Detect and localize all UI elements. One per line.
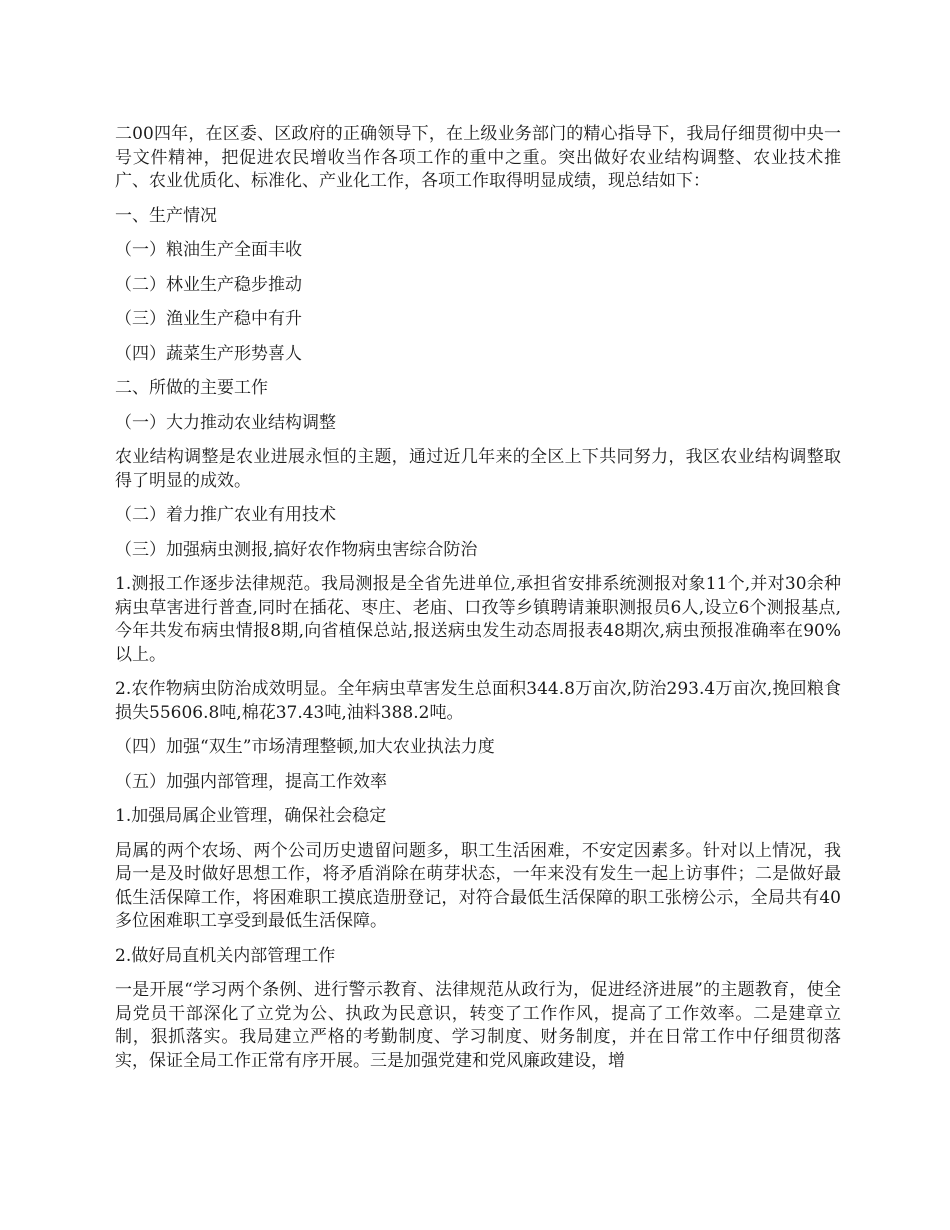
body-paragraph: 1.测报工作逐步法律规范。我局测报是全省先进单位,承担省安排系统测报对象11个,并对30余种病虫草害进行普查,同时在插花、枣庄、老庙、口孜等乡镇聘请兼职测报员6人,设立6个测报基点,今年共发布病虫情报8期,向省植保总站,报送病虫发生动态周报表48期次,病虫预报准确率在90%以上。 — [115, 574, 841, 665]
section-heading: （三）加强病虫测报,搞好农作物病虫害综合防治 — [115, 539, 478, 560]
body-paragraph: 一是开展“学习两个条例、进行警示教育、法律规范从政行为，促进经济进展”的主题教育，使全局党员干部深化了立党为公、执政为民意识，转变了工作作风，提高了工作效率。二是建章立制，狠抓落实。我局建立严格的考勤制度、学习制度、财务制度，并在日常工作中仔细贯彻落实，保证全局工作正常有序开展。三是加强党建和党风廉政建设，增 — [115, 980, 841, 1071]
section-heading: （四）加强“双生”市场清理整顿,加大农业执法力度 — [115, 737, 495, 757]
section-heading: （五）加强内部管理，提高工作效率 — [115, 771, 387, 792]
body-paragraph: 局属的两个农场、两个公司历史遗留问题多，职工生活困难，不安定因素多。针对以上情况，我局一是及时做好思想工作，将矛盾消除在萌芽状态，一年来没有发生一起上访事件；二是做好最低生活保障工作，将困难职工摸底造册登记，对符合最低生活保障的职工张榜公示，全局共有40多位困难职工享受到最低生活保障。 — [115, 840, 841, 931]
body-paragraph: 农业结构调整是农业进展永恒的主题，通过近几年来的全区上下共同努力，我区农业结构调整取得了明显的成效。 — [115, 447, 841, 491]
section-heading: 二、所做的主要工作 — [115, 378, 268, 398]
section-heading: 一、生产情况 — [115, 205, 217, 226]
section-heading: （一）粮油生产全面丰收 — [115, 240, 302, 260]
section-heading: 1.加强局属企业管理，确保社会稳定 — [115, 806, 387, 826]
section-heading: 2.做好局直机关内部管理工作 — [115, 945, 336, 966]
section-heading: （二）林业生产稳步推动 — [115, 274, 302, 295]
document-body — [115, 123, 841, 1084]
section-heading: （二）着力推广农业有用技术 — [115, 505, 336, 525]
body-paragraph: 2.农作物病虫防治成效明显。全年病虫草害发生总面积344.8万亩次,防治293.4万亩次,挽回粮食损失55606.8吨,棉花37.43吨,油料388.2吨。 — [115, 679, 841, 723]
section-heading: （四）蔬菜生产形势喜人 — [115, 343, 302, 364]
body-paragraph: 二00四年，在区委、区政府的正确领导下，在上级业务部门的精心指导下，我局仔细贯彻中央一号文件精神，把促进农民增收当作各项工作的重中之重。突出做好农业结构调整、农业技术推广、农业优质化、标准化、产业化工作，各项工作取得明显成绩，现总结如下： — [115, 124, 841, 191]
section-heading: （三）渔业生产稳中有升 — [115, 309, 302, 329]
section-heading: （一）大力推动农业结构调整 — [115, 412, 336, 433]
